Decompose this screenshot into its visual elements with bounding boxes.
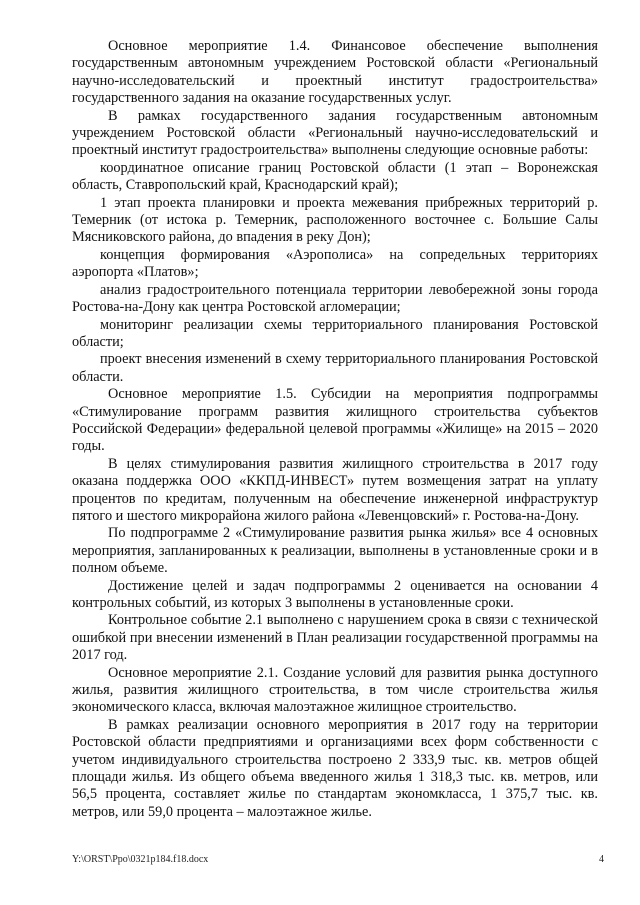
file-path: Y:\ORST\Ppo\0321p184.f18.docx [72,854,209,865]
list-item: анализ градостроительного потенциала территории левобережной зоны города Ростова-на-Дону как центра Ростовской агломерации; [72,281,598,316]
list-item: 1 этап проекта планировки и проекта межевания прибрежных территорий р. Темерник (от истока р. Темерник, расположенного восточнее с. Большие Салы Мясниковского района, до впадения в реку Дон); [72,194,598,246]
paragraph: По подпрограмме 2 «Стимулирование развития рынка жилья» все 4 основных мероприятия, запланированных к реализации, выполнены в установленные сроки и в полном объеме. [72,525,598,577]
page-footer [72,854,604,865]
paragraph: Основное мероприятие 2.1. Создание условий для развития рынка доступного жилья, развития жилищного строительства, в том числе строительства жилья экономического класса, включая малоэтажное жилищное строительство. [72,664,598,716]
paragraph: Основное мероприятие 1.4. Финансовое обеспечение выполнения государственным автономным учреждением Ростовской области «Региональный научно-исследовательский и проектный институт градостроительства» государственного задания на оказание государственных услуг. [72,38,598,107]
list-item: мониторинг реализации схемы территориального планирования Ростовской области; [72,316,598,350]
paragraph: В рамках государственного задания государственным автономным учреждением Ростовской области «Региональный научно-исследовательский и проектный институт градостроительства» выполнены следующие основные работы: [72,107,598,159]
paragraph: Достижение целей и задач подпрограммы 2 оценивается на основании 4 контрольных событий, из которых 3 выполнены в установленные сроки. [72,577,598,611]
paragraph: Основное мероприятие 1.5. Субсидии на мероприятия подпрограммы «Стимулирование программ развития жилищного строительства субъектов Российской Федерации» федеральной целевой программы «Жилище» на 2015 – 2020 годы. [72,386,598,455]
list-item: концепция формирования «Аэрополиса» на сопредельных территориях аэропорта «Платов»; [72,246,598,281]
document-body [72,38,598,821]
paragraph: В целях стимулирования развития жилищного строительства в 2017 году оказана поддержка ООО «ККПД-ИНВЕСТ» путем возмещения затрат на уплату процентов по кредитам, полученным на обеспечение инженерной инфраструктур пятого и шестого микрорайона жилого района «Левенцовский» г. Ростова-на-Дону. [72,455,598,524]
list-item: проект внесения изменений в схему территориального планирования Ростовской области. [72,351,598,385]
paragraph: Контрольное событие 2.1 выполнено с нарушением срока в связи с технической ошибкой при внесении изменений в План реализации государственной программы на 2017 год. [72,612,598,664]
list-item: координатное описание границ Ростовской области (1 этап – Воронежская область, Ставропольский край, Краснодарский край); [72,159,598,194]
page-number: 4 [599,854,604,865]
paragraph: В рамках реализации основного мероприятия в 2017 году на территории Ростовской области предприятиями и организациями всех форм собственности с учетом индивидуального строительства построено 2 333,9 тыс. кв. метров общей площади жилья. Из общего объема введенного жилья 1 318,3 тыс. кв. метров, или 56,5 процента, составляет жилье по стандартам экономкласса, 1 375,7 тыс. кв. метров, или 59,0 процента – малоэтажное жилье. [72,716,598,820]
